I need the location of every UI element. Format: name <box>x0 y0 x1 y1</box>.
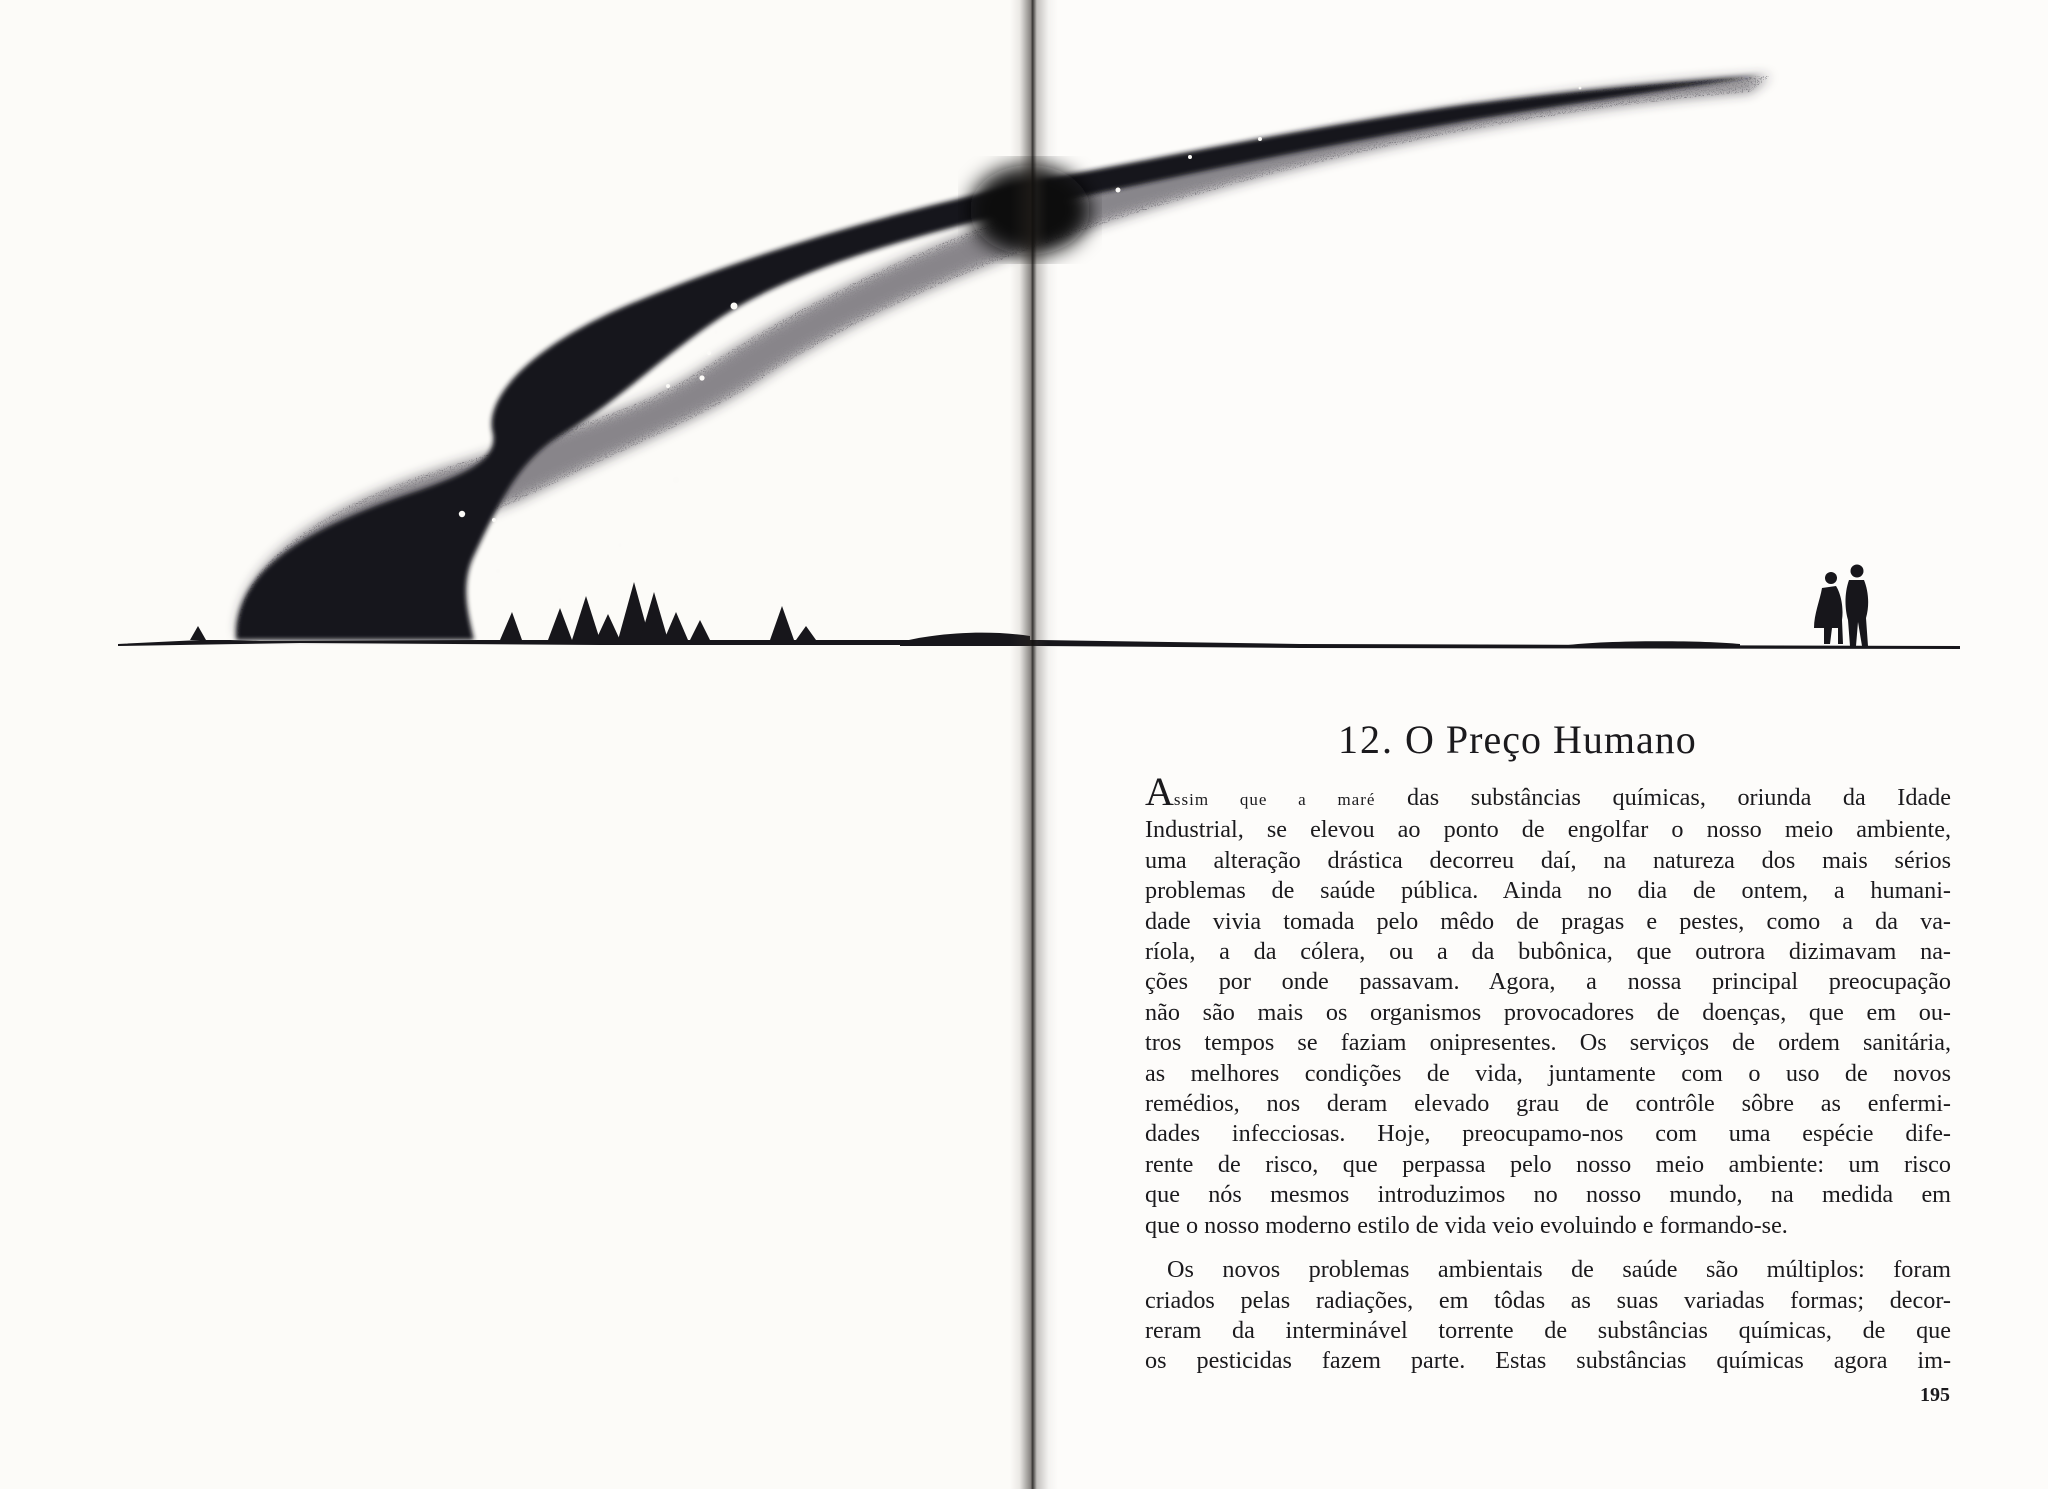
text-line: as melhores condições de vida, juntamente com o uso de novos <box>1145 1059 1951 1087</box>
text-line: Os novos problemas ambientais de saúde são múltiplos: foram <box>1167 1256 1951 1284</box>
text-line: dade vivia tomada pelo mêdo de pragas e pestes, como a da va- <box>1145 907 1951 935</box>
text-line: os pesticidas fazem parte. Estas substâncias químicas agora im- <box>1145 1347 1951 1375</box>
page-number: 195 <box>1920 1384 1950 1406</box>
text-line: remédios, nos deram elevado grau de contrôle sôbre as enfermi- <box>1145 1090 1951 1118</box>
text-line: dades infecciosas. Hoje, preocupamo-nos com uma espécie dife- <box>1145 1120 1951 1148</box>
opening-line-rest: das substâncias químicas, oriunda da Idade <box>1375 784 1951 811</box>
text-line: ções por onde passavam. Agora, a nossa principal preocupação <box>1145 968 1951 996</box>
two-figures-silhouette <box>1814 565 1868 647</box>
text-line: tros tempos se faziam onipresentes. Os serviços de ordem sanitária, <box>1145 1029 1951 1057</box>
opening-line <box>1145 769 1951 815</box>
chapter-title <box>1338 716 1697 763</box>
chapter-number: 12. <box>1338 717 1394 762</box>
text-line: Industrial, se elevou ao ponto de engolfar o nosso meio ambiente, <box>1145 816 1951 844</box>
book-gutter-shadow <box>1010 0 1058 1489</box>
text-line: não são mais os organismos provocadores de doenças, que em ou- <box>1145 998 1951 1026</box>
chapter-body-text <box>1145 769 1951 1377</box>
chapter-title-text: O Preço Humano <box>1405 717 1697 762</box>
text-line: que o nosso moderno estilo de vida veio evoluindo e formando-se. <box>1145 1211 1788 1239</box>
sky-arc <box>236 76 1760 640</box>
small-caps-opening: ssim que a maré <box>1173 790 1376 809</box>
drop-cap: A <box>1145 769 1174 814</box>
text-line: reram da interminável torrente de substâncias químicas, de que <box>1145 1316 1951 1344</box>
text-line: que nós mesmos introduzimos no nosso mundo, na medida em <box>1145 1181 1951 1209</box>
text-line: rente de risco, que perpassa pelo nosso meio ambiente: um risco <box>1145 1150 1951 1178</box>
text-line: problemas de saúde pública. Ainda no dia de ontem, a humani- <box>1145 877 1951 905</box>
text-line: ríola, a da cólera, ou a da bubônica, que outrora dizimavam na- <box>1145 938 1951 966</box>
text-line: uma alteração drástica decorreu daí, na natureza dos mais sérios <box>1145 846 1951 874</box>
text-line: criados pelas radiações, em tôdas as suas variadas formas; decor- <box>1145 1286 1951 1314</box>
